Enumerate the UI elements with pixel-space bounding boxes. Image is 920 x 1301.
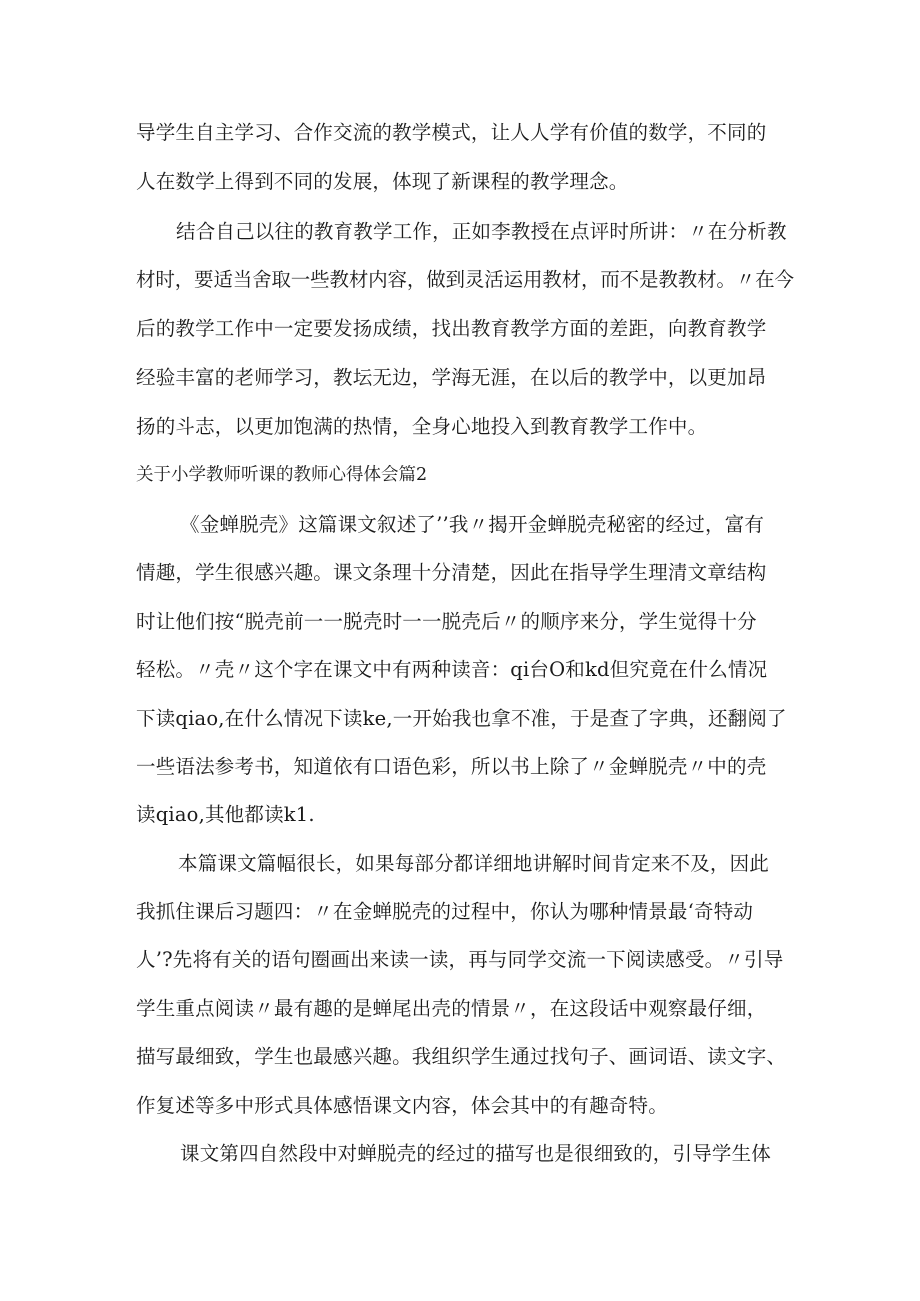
text-line-12: 轻松。〃壳〃这个字在课文中有两种读音：qi台O和kd但究竟在什么情况 [136, 658, 768, 681]
text-line-10: 情趣，学生很感兴趣。课文条理十分清楚，因此在指导学生理清文章结构 [136, 561, 767, 584]
text-line-11: 时让他们按“脱壳前一一脱壳时一一脱壳后〃的顺序来分，学生觉得十分 [136, 610, 757, 633]
text-line-15: 读qiao,其他都读k1. [136, 803, 315, 826]
text-line-2: 人在数学上得到不同的发展，体现了新课程的教学理念。 [136, 170, 629, 193]
text-line-20: 描写最细致，学生也最感兴趣。我组织学生通过找句子、画词语、读文字、 [136, 1045, 787, 1068]
text-line-22: 课文第四自然段中对蝉脱壳的经过的描写也是很细致的，引导学生体 [180, 1142, 772, 1165]
text-line-1: 导学生自主学习、合作交流的教学模式，让人人学有价值的数学，不同的 [136, 121, 767, 144]
text-line-4: 材时，要适当舍取一些教材内容，做到灵活运用教材，而不是教教材。〃在今 [136, 268, 794, 291]
text-line-18: 人’?先将有关的语句圈画出来读一读，再与同学交流一下阅读感受。〃引导 [136, 948, 784, 971]
text-line-19: 学生重点阅读〃最有趣的是蝉尾出壳的情景〃，在这段话中观察最仔细， [136, 997, 767, 1020]
text-line-13: 下读qiao,在什么情况下读ke,一开始我也拿不准，于是查了字典，还翻阅了 [136, 707, 787, 730]
text-line-5: 后的教学工作中一定要发扬成绩，找出教育教学方面的差距，向教育教学 [136, 317, 767, 340]
text-line-16: 本篇课文篇幅很长，如果每部分都详细地讲解时间肯定来不及，因此 [178, 852, 770, 875]
text-line-14: 一些语法参考书，知道依有口语色彩，所以书上除了〃金蝉脱壳〃中的壳 [136, 755, 767, 778]
text-line-6: 经验丰富的老师学习，教坛无边，学海无涯，在以后的教学中，以更加昂 [136, 366, 767, 389]
text-line-7: 扬的斗志，以更加饱满的热情，全身心地投入到教育教学工作中。 [136, 415, 708, 438]
text-line-21: 作复述等多中形式具体感悟课文内容，体会其中的有趣奇特。 [136, 1094, 668, 1117]
text-line-17: 我抓住课后习题四：〃在金蝉脱壳的过程中，你认为哪种情景最‘奇特动 [136, 900, 754, 923]
text-line-9: 《金蝉脱壳》这篇课文叙述了’’我〃揭开金蝉脱壳秘密的经过，富有 [180, 513, 765, 536]
text-line-3: 结合自己以往的教育教学工作，正如李教授在点评时所讲：〃在分析教 [176, 220, 787, 243]
section-heading: 关于小学教师听课的教师心得体会篇2 [136, 465, 428, 485]
